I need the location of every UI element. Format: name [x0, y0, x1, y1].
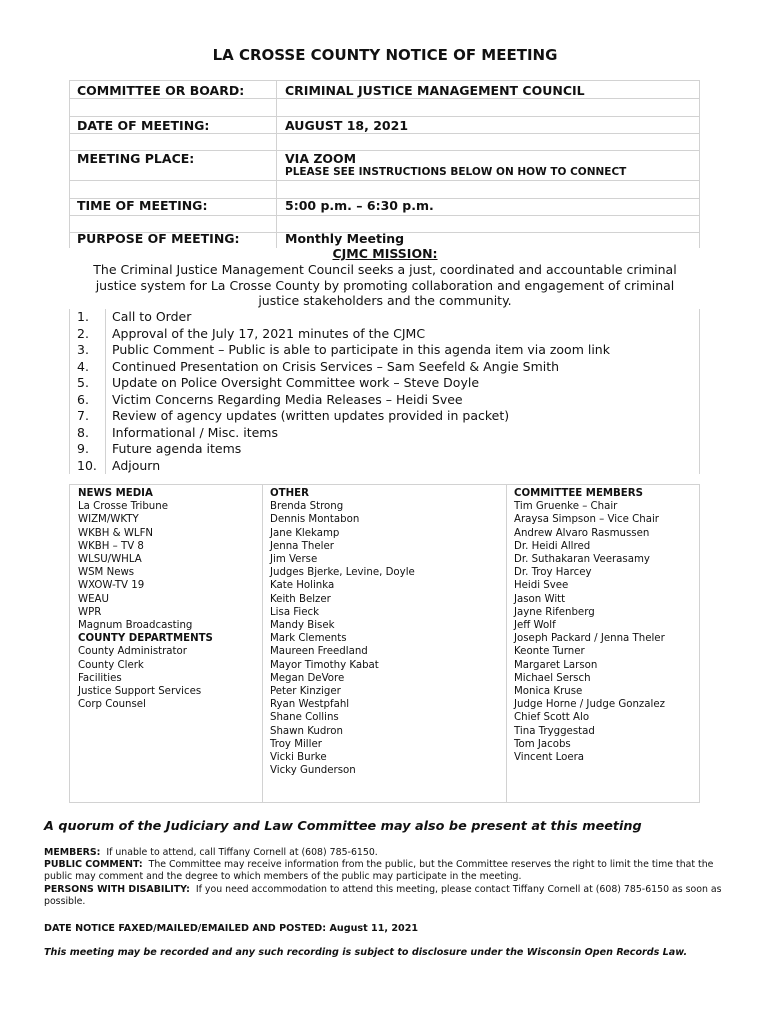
time-value: 5:00 p.m. – 6:30 p.m. — [285, 198, 434, 213]
list-item: WSM News — [78, 567, 135, 579]
public-comment-text: The Committee may receive information from the public, but the Committee reserves the right to limit the time that the public may comment and the degree to which members of the public may participate in the meeting. — [44, 859, 714, 883]
agenda-number: 10. — [77, 457, 97, 473]
agenda-text: Call to Order — [112, 309, 192, 324]
agenda-number: 7. — [77, 408, 89, 423]
committee-label: COMMITTEE OR BOARD: — [77, 83, 245, 98]
members-text: If unable to attend, call Tiffany Cornell at (608) 785-6150. — [106, 847, 378, 858]
quorum-notice: A quorum of the Judiciary and Law Committee may also be present at this meeting — [44, 819, 642, 834]
posted-date: DATE NOTICE FAXED/MAILED/EMAILED AND POSTED: August 11, 2021 — [44, 923, 419, 934]
list-item: WLSU/WHLA — [78, 554, 142, 566]
time-label: TIME OF MEETING: — [77, 198, 208, 213]
mission-statement: The Criminal Justice Management Council seeks a just, coordinated and accountable criminal justice system for La Crosse County by promoting collaboration and engagement of criminal justice stakeholders and the community. — [93, 262, 677, 308]
list-item: WPR — [78, 606, 102, 618]
list-item: Heidi Svee — [514, 580, 569, 592]
agenda-number: 3. — [77, 342, 89, 357]
county-departments-header: COUNTY DEPARTMENTS — [78, 633, 213, 645]
agenda-text: Review of agency updates (written updates provided in packet) — [112, 408, 510, 423]
list-item: Judge Horne / Judge Gonzalez — [514, 699, 665, 711]
list-item: Megan DeVore — [270, 672, 345, 684]
list-item: Jane Klekamp — [270, 527, 340, 539]
list-item: Vicki Burke — [270, 752, 327, 764]
list-item: WXOW-TV 19 — [78, 580, 145, 592]
list-item: Lisa Fieck — [270, 606, 320, 618]
list-item: Dr. Suthakaran Veerasamy — [514, 554, 650, 566]
place-value: VIA ZOOM — [285, 151, 357, 166]
list-item: Margaret Larson — [514, 659, 598, 671]
agenda-list — [69, 309, 700, 474]
list-item: Dr. Troy Harcey — [514, 567, 592, 579]
list-item: Tina Tryggestad — [514, 725, 595, 737]
list-item: WKBH – TV 8 — [78, 540, 144, 552]
agenda-item — [69, 392, 700, 409]
date-label: DATE OF MEETING: — [77, 118, 210, 133]
members-label: MEMBERS: — [44, 847, 101, 858]
list-item: Facilities — [78, 672, 122, 684]
agenda-number: 4. — [77, 358, 89, 374]
agenda-item — [69, 309, 700, 326]
agenda-number: 2. — [77, 325, 89, 341]
list-item: Troy Miller — [270, 738, 322, 750]
agenda-text: Continued Presentation on Crisis Services – Sam Seefeld & Angie Smith — [112, 358, 560, 374]
purpose-label: PURPOSE OF MEETING: — [77, 231, 240, 246]
disability-text: If you need accommodation to attend this meeting, please contact Tiffany Cornell at (608) 785-6150 as soon as possible. — [44, 883, 722, 907]
agenda-number: 5. — [77, 375, 89, 390]
list-item: WEAU — [78, 593, 109, 605]
list-item: Monica Kruse — [514, 686, 583, 698]
list-item: Maureen Freedland — [270, 646, 368, 658]
list-item: Keonte Turner — [514, 646, 585, 658]
list-item: Mark Clements — [270, 633, 347, 645]
list-item: Justice Support Services — [78, 686, 202, 698]
list-item: Peter Kinziger — [270, 686, 341, 698]
agenda-item — [69, 375, 700, 392]
list-item: County Administrator — [78, 646, 187, 658]
mission-title: CJMC MISSION: — [332, 246, 438, 261]
list-item: Judges Bjerke, Levine, Doyle — [270, 567, 415, 579]
agenda-text: Future agenda items — [112, 441, 242, 456]
list-item: Brenda Strong — [270, 501, 344, 513]
agenda-item — [69, 458, 700, 475]
agenda-number: 1. — [77, 309, 89, 324]
list-item: WIZM/WKTY — [78, 514, 139, 526]
committee-members-header: COMMITTEE MEMBERS — [514, 488, 643, 499]
meeting-notes — [44, 847, 734, 908]
agenda-item — [69, 342, 700, 359]
public-comment-label: PUBLIC COMMENT: — [44, 859, 143, 871]
agenda-number: 8. — [77, 424, 89, 440]
list-item: Vincent Loera — [514, 752, 585, 764]
purpose-value: Monthly Meeting — [285, 231, 405, 246]
list-item: Kate Holinka — [270, 580, 335, 592]
recording-notice: This meeting may be recorded and any such recording is subject to disclosure under the Wisconsin Open Records Law. — [44, 947, 688, 958]
list-item: Mayor Timothy Kabat — [270, 659, 379, 671]
list-item: Joseph Packard / Jenna Theler — [514, 633, 665, 645]
agenda-item — [69, 441, 700, 458]
list-item: Araysa Simpson – Vice Chair — [514, 514, 659, 526]
list-item: Jenna Theler — [270, 540, 334, 552]
document-title: LA CROSSE COUNTY NOTICE OF MEETING — [212, 46, 558, 64]
agenda-text: Victim Concerns Regarding Media Releases – Heidi Svee — [112, 391, 463, 407]
list-item: Jim Verse — [270, 554, 318, 566]
disability-label: PERSONS WITH DISABILITY: — [44, 883, 190, 895]
list-item: Jayne Rifenberg — [514, 606, 595, 618]
list-item: Corp Counsel — [78, 699, 146, 711]
agenda-item — [69, 359, 700, 376]
committee-value: CRIMINAL JUSTICE MANAGEMENT COUNCIL — [285, 83, 585, 98]
news-media-column — [78, 487, 213, 711]
list-item: Michael Sersch — [514, 672, 591, 684]
list-item: Jason Witt — [514, 593, 566, 605]
list-item: WKBH & WLFN — [78, 527, 154, 539]
agenda-item — [69, 326, 700, 343]
distribution-table — [69, 484, 700, 803]
list-item: Shawn Kudron — [270, 725, 343, 737]
list-item: Tim Gruenke – Chair — [514, 501, 618, 513]
agenda-number: 6. — [77, 391, 89, 407]
agenda-number: 9. — [77, 441, 89, 456]
list-item: Tom Jacobs — [514, 738, 571, 750]
list-item: Chief Scott Alo — [514, 712, 590, 724]
agenda-text: Approval of the July 17, 2021 minutes of the CJMC — [112, 325, 426, 341]
list-item: Ryan Westpfahl — [270, 699, 350, 711]
list-item: Keith Belzer — [270, 593, 331, 605]
list-item: Dennis Montabon — [270, 514, 360, 526]
list-item: Mandy Bisek — [270, 620, 335, 632]
agenda-item — [69, 425, 700, 442]
list-item: Vicky Gunderson — [270, 765, 356, 777]
committee-members-column — [514, 487, 665, 764]
list-item: Andrew Alvaro Rasmussen — [514, 527, 650, 539]
meeting-info-table — [69, 80, 700, 248]
other-column — [270, 487, 415, 777]
list-item: Dr. Heidi Allred — [514, 540, 591, 552]
date-value: AUGUST 18, 2021 — [285, 118, 409, 133]
place-label: MEETING PLACE: — [77, 151, 195, 166]
agenda-text: Adjourn — [112, 457, 161, 473]
list-item: Magnum Broadcasting — [78, 620, 193, 632]
agenda-text: Update on Police Oversight Committee work – Steve Doyle — [112, 375, 480, 390]
news-media-header: NEWS MEDIA — [78, 488, 153, 499]
other-header: OTHER — [270, 488, 309, 499]
place-note: PLEASE SEE INSTRUCTIONS BELOW ON HOW TO CONNECT — [285, 166, 627, 178]
agenda-item — [69, 408, 700, 425]
list-item: La Crosse Tribune — [78, 501, 168, 513]
list-item: Jeff Wolf — [514, 620, 556, 632]
agenda-text: Public Comment – Public is able to participate in this agenda item via zoom link — [112, 342, 610, 357]
agenda-text: Informational / Misc. items — [112, 424, 278, 440]
list-item: Shane Collins — [270, 712, 339, 724]
list-item: County Clerk — [78, 659, 144, 671]
